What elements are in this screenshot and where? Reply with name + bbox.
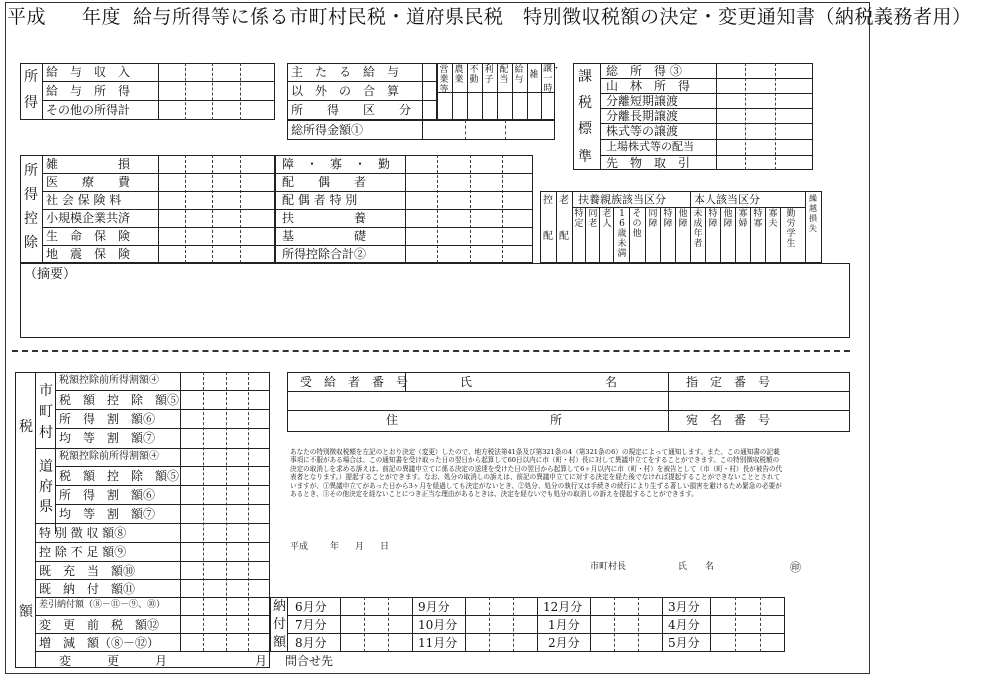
dep-col-15: 勤労学生	[786, 209, 796, 249]
summary-box	[20, 263, 850, 338]
fuyo-title: 扶養親族該当区分	[578, 193, 666, 206]
name-label-2: 名	[605, 375, 618, 389]
change-month-label: 変 更 月	[59, 654, 168, 668]
month-sep: 9月分	[418, 600, 450, 614]
life-insurance-label: 生 命 保 険	[46, 229, 131, 243]
taxbase-forest: 山 林 所 得	[606, 79, 691, 93]
casualty-loss-label: 雑 損	[46, 157, 131, 171]
payment-box	[270, 597, 785, 652]
city-income-levy-label: 所 得 割 額⑥	[59, 412, 156, 426]
dependent-label: 扶 養	[282, 211, 367, 225]
address-label-2: 所	[550, 413, 563, 427]
deduction-total-label: 所得控除合計②	[282, 247, 367, 261]
month-aug: 8月分	[295, 636, 327, 650]
pref-income-levy-label: 所 得 割 額⑥	[59, 488, 156, 502]
dep-col-10: 特障	[708, 209, 718, 229]
taxbase-futures: 先 物 取 引	[606, 156, 691, 170]
pref-per-capita-label: 均 等 割 額⑦	[59, 507, 156, 521]
dofuken-1: 道	[39, 459, 53, 475]
address-label-1: 住	[386, 413, 399, 427]
date-year: 年	[330, 542, 340, 552]
city-credit-label: 税 額 控 除 額⑤	[59, 393, 180, 407]
month-oct: 10月分	[418, 618, 458, 632]
dep-col-11: 他障	[723, 209, 733, 229]
deduction-side-4: 除	[24, 235, 38, 251]
payment-side-3: 額	[273, 635, 287, 650]
income-side-1: 所	[24, 69, 38, 85]
month-jul: 7月分	[295, 618, 327, 632]
basic-label: 基 礎	[282, 229, 367, 243]
kurikoshi-label: 繰越損失	[809, 194, 817, 233]
month-may: 5月分	[668, 636, 700, 650]
social-insurance-label: 社 会 保 険 料	[46, 193, 122, 207]
taxbase-short-transfer: 分離短期譲渡	[606, 94, 679, 108]
pre-change-tax-label: 変 更 前 税 額⑫	[39, 618, 160, 632]
salary-income-label: 給 与 収 入	[46, 65, 131, 79]
dep-col-7: 特障	[663, 209, 673, 229]
tax-side-bottom: 額	[19, 604, 33, 620]
payment-side-1: 納	[273, 599, 287, 614]
month-dec: 12月分	[543, 600, 583, 614]
income-side-2: 得	[24, 95, 38, 111]
date-era: 平成	[290, 542, 309, 552]
tax-base-side-3: 標	[578, 121, 592, 137]
shortfall-label: 控 除 不 足 額⑨	[39, 545, 127, 559]
cat-misc: 雑	[529, 70, 539, 80]
form-title: 平成 年度 給与所得等に係る市町村民税・道府県民税 特別徴収税額の決定・変更通知書（納税義務者用）	[7, 6, 972, 28]
date-day: 日	[380, 542, 390, 552]
pref-credit-label: 税 額 控 除 額⑤	[59, 469, 180, 483]
summary-label: （摘要）	[24, 267, 77, 282]
shichoson-2: 町	[39, 404, 53, 420]
other-income-label: その他の所得計	[46, 103, 131, 117]
month-jun: 6月分	[295, 600, 327, 614]
cat-transfer: 譲・一時	[543, 64, 562, 94]
tax-base-side-4: 準	[578, 149, 592, 165]
already-applied-label: 既 充 当 額⑩	[39, 564, 136, 578]
taxbase-stock-transfer: 株式等の譲渡	[606, 124, 679, 138]
dep-col-8: 他障	[678, 209, 688, 229]
cat-salary: 給与	[514, 65, 524, 85]
taxbase-total-income: 総 所 得 ③	[606, 64, 682, 78]
deduction-side-3: 控	[24, 211, 38, 227]
taxbase-listed-dividend: 上場株式等の配当	[606, 140, 694, 153]
contact-label: 問合せ先	[285, 654, 334, 668]
seal-mark: ㊞	[790, 561, 801, 574]
special-collection-label: 特 別 徴 収 額⑧	[39, 526, 127, 540]
dofuken-3: 県	[39, 499, 53, 515]
month-feb: 2月分	[548, 636, 580, 650]
cut-line	[12, 350, 850, 352]
dep-col-3: 老人	[602, 209, 612, 229]
date-month: 月	[355, 542, 365, 552]
deduction-side-1: 所	[24, 163, 38, 179]
payment-side-2: 付	[273, 617, 287, 632]
city-per-capita-label: 均 等 割 額⑦	[59, 431, 156, 445]
honnin-title: 本人該当区分	[694, 193, 760, 206]
hai-label-1: 配	[543, 231, 553, 242]
dep-col-5: その他	[632, 209, 642, 239]
designated-number-label: 指 定 番 号	[686, 375, 771, 389]
spouse-special-label: 配 偶 者 特 別	[282, 193, 358, 207]
hai-label-2: 配	[559, 231, 569, 242]
deduction-side-2: 得	[24, 187, 38, 203]
small-business-label: 小規模企業共済	[46, 211, 131, 225]
notice-text: あなたの特別徴収税額を左記のとおり決定（変更）したので、地方税法第41条及び第321条の4（第321条の6）の規定によって通知します。また、この通知書の記載事項に不服がある場合は、この通知書を受け取った日の翌日から起算して60日以内に市（町・村）長に対して異議申立てをすることができます。この特別徴収税額の決定の取消しを求める訴えは、前記の異議申立てに係る決定の送達を受けた日の翌日から起算して6ヶ月以内に市（町・村）を被告として（市（町・村）長が被告の代表者となります。）提起することができます。なお、処分の取消しの訴えは、前記の異議申立てに対する決定を経た後でなければ提起することができないこととされていますが、①異議申立てがあった日から3ヶ月を経過しても決定がないとき、②処分、処分の執行又は手続きの続行により生ずる著しい損害を避けるため緊急の必要があるとき、③その他決定を経ないことにつき正当な理由があるときは、決定を経ないでも処分の取消しの訴えを提起することができます。	[290, 448, 783, 499]
kou-label: 控	[543, 195, 553, 206]
dofuken-2: 府	[39, 479, 53, 495]
dep-col-14: 寡夫	[768, 209, 778, 229]
cat-realestate: 不動	[469, 65, 479, 85]
other-sum-label: 以 外 の 合 算	[291, 84, 400, 98]
city-pre-credit-label: 税額控除前所得割額④	[59, 375, 159, 386]
month-nov: 11月分	[418, 636, 458, 650]
dep-col-9: 未成年者	[693, 209, 703, 249]
shichoson-1: 市	[39, 383, 53, 399]
month-apr: 4月分	[668, 618, 700, 632]
dep-col-1: 特定	[574, 209, 584, 229]
net-payment-label: 差引納付額（⑧－⑪－⑨、⑩）	[39, 600, 166, 610]
disability-widow-label: 障 ・ 寡 ・ 勤	[282, 157, 391, 171]
tax-base-side-1: 課	[578, 69, 592, 85]
medical-label: 医 療 費	[46, 175, 131, 189]
dep-col-13: 特寡	[753, 209, 763, 229]
other-main-label: 主 た る 給 与	[291, 65, 400, 79]
taxbase-long-transfer: 分離長期譲渡	[606, 109, 679, 123]
change-month-suffix: 月	[255, 654, 268, 668]
mayor-shi: 氏	[678, 562, 688, 572]
shichoson-3: 村	[39, 425, 53, 441]
addressee-number-label: 宛 名 番 号	[686, 413, 771, 427]
increase-decrease-label: 増 減 額（⑧－⑫）	[39, 636, 160, 650]
ro-label: 老	[559, 195, 569, 206]
dep-col-12: 寡婦	[738, 209, 748, 229]
tax-base-side-2: 税	[578, 95, 592, 111]
mayor-mei: 名	[705, 562, 715, 572]
dep-col-6: 同障	[648, 209, 658, 229]
tax-side-top: 税	[19, 419, 33, 435]
dep-col-4: 16歳未満	[617, 209, 627, 259]
salary-earnings-label: 給 与 所 得	[46, 84, 131, 98]
name-label-1: 氏	[460, 375, 473, 389]
income-category-label: 所 得 区 分	[291, 103, 412, 117]
cat-business: 営業等	[439, 65, 449, 95]
cat-dividend: 配当	[499, 65, 509, 85]
month-jan: 1月分	[548, 618, 580, 632]
cat-agriculture: 農業	[454, 65, 464, 85]
total-income-label: 総所得金額①	[291, 123, 364, 137]
month-mar: 3月分	[668, 600, 700, 614]
earthquake-insurance-label: 地 震 保 険	[46, 247, 131, 261]
recipient-number-label: 受 給 者 番 号	[300, 375, 409, 389]
dep-col-2: 同老	[588, 209, 598, 229]
mayor-title: 市町村長	[590, 562, 627, 572]
pref-pre-credit-label: 税額控除前所得割額④	[59, 451, 159, 462]
cat-interest: 利子	[484, 65, 494, 85]
spouse-label: 配 偶 者	[282, 175, 367, 189]
already-paid-label: 既 納 付 額⑪	[39, 582, 136, 596]
